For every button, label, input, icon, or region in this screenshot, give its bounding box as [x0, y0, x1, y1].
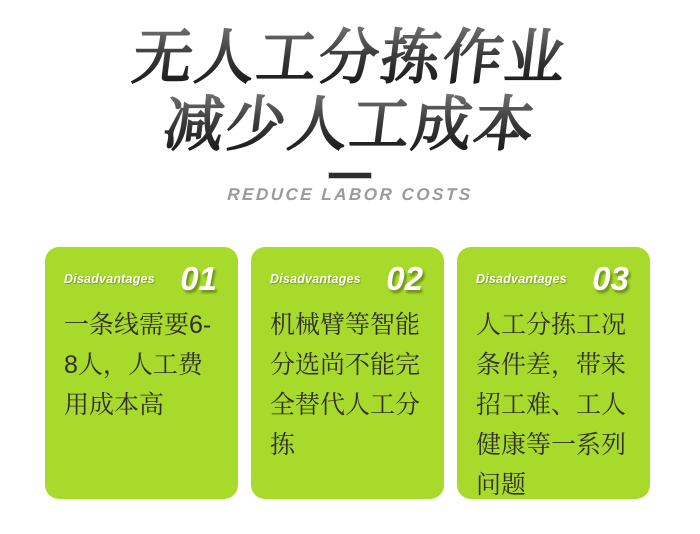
- card-label: Disadvantages: [476, 272, 567, 286]
- card-number: 01: [180, 260, 217, 297]
- card-label: Disadvantages: [64, 272, 155, 286]
- card-text: 一条线需要6-8人，人工费用成本高: [64, 311, 212, 419]
- title-divider: [329, 173, 371, 178]
- disadvantage-card-2: [251, 247, 444, 499]
- disadvantage-card-1: [45, 247, 238, 499]
- card-header: [476, 257, 631, 301]
- page-title: [0, 0, 700, 158]
- card-text: 机械臂等智能分选尚不能完全替代人工分拣: [270, 311, 421, 459]
- subtitle: REDUCE LABOR COSTS: [226, 185, 474, 204]
- card-label: Disadvantages: [270, 272, 361, 286]
- card-text: 人工分拣工况条件差，带来招工难、工人健康等一系列问题: [476, 311, 627, 499]
- disadvantage-cards-row: [45, 247, 650, 499]
- disadvantage-card-3: [457, 247, 650, 499]
- card-number: 02: [386, 260, 423, 297]
- card-header: [64, 257, 219, 301]
- card-number: 03: [592, 260, 629, 297]
- title-line-1: 无人工分拣作业: [0, 24, 700, 91]
- card-header: [270, 257, 425, 301]
- title-line-2: 减少人工成本: [0, 91, 700, 158]
